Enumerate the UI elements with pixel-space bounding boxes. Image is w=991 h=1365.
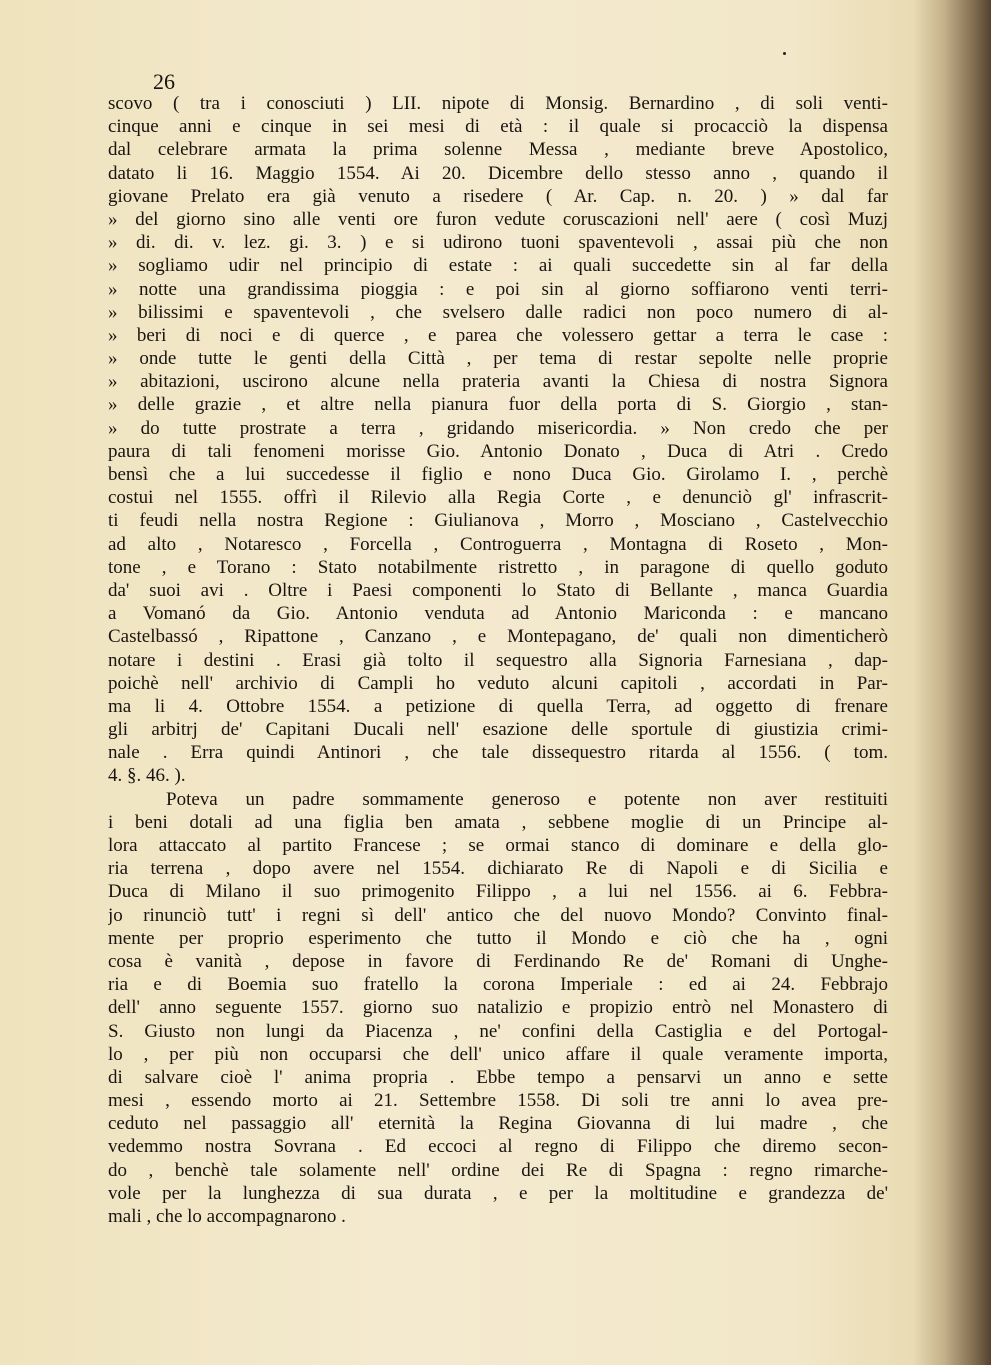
text-line: costui nel 1555. offrì il Rilevio alla Regia Corte , e denunciò gl' infrascrit- xyxy=(108,487,888,509)
text-line: cinque anni e cinque in sei mesi di età : il quale si procacciò la dispensa xyxy=(108,116,888,138)
text-line: » delle grazie , et altre nella pianura fuor della porta di S. Giorgio , stan- xyxy=(108,394,888,416)
text-line: » del giorno sino alle venti ore furon vedute coruscazioni nell' aere ( così Muzj xyxy=(108,208,888,230)
text-line: gli arbitrj de' Capitani Ducali nell' esazione delle sportule di giustizia crimi- xyxy=(108,719,888,741)
text-line: da' suoi avi . Oltre i Paesi componenti lo Stato di Bellante , manca Guardia xyxy=(108,579,888,601)
text-line: » di. di. v. lez. gi. 3. ) e si udirono tuoni spaventevoli , assai più che non xyxy=(108,232,888,254)
text-line: ad alto , Notaresco , Forcella , Controguerra , Montagna di Roseto , Mon- xyxy=(108,533,888,555)
text-line: datato li 16. Maggio 1554. Ai 20. Dicembre dello stesso anno , quando il xyxy=(108,162,888,184)
text-line: S. Giusto non lungi da Piacenza , ne' confini della Castiglia e del Portogal- xyxy=(108,1020,888,1042)
text-line: cosa è vanità , depose in favore di Ferdinando Re de' Romani di Unghe- xyxy=(108,950,888,972)
text-line: » abitazioni, uscirono alcune nella prateria avanti la Chiesa di nostra Signora xyxy=(108,371,888,393)
text-line: dal celebrare armata la prima solenne Messa , mediante breve Apostolico, xyxy=(108,139,888,161)
text-line: nale . Erra quindi Antinori , che tale dissequestro ritarda al 1556. ( tom. xyxy=(108,742,888,764)
text-line: giovane Prelato era già venuto a risedere ( Ar. Cap. n. 20. ) » dal far xyxy=(108,185,888,207)
text-line: Castelbassó , Ripattone , Canzano , e Montepagano, de' quali non dimenticherò xyxy=(108,626,888,648)
text-line: » notte una grandissima pioggia : e poi sin al giorno soffiarono venti terri- xyxy=(108,278,888,300)
text-line: lora attaccato al partito Francese ; se ormai stanco di dominare e della glo- xyxy=(108,835,888,856)
text-line: i beni dotali ad una figlia ben amata , sebbene moglie di un Principe al- xyxy=(108,811,888,833)
text-line: » do tutte prostrate a terra , gridando misericordia. » Non credo che per xyxy=(108,417,888,439)
text-line: paura di tali fenomeni morisse Gio. Antonio Donato , Duca di Atri . Credo xyxy=(108,440,888,462)
text-line: vole per la lunghezza di sua durata , e per la moltitudine e grandezza de' xyxy=(108,1182,888,1204)
text-line: » beri di noci e di querce , e parea che volessero gettar a terra le case : xyxy=(108,324,888,346)
text-line: jo rinunciò tutt' i regni sì dell' antico che del nuovo Mondo? Convinto final- xyxy=(108,904,888,926)
paragraph-start-line: Poteva un padre sommamente generoso e potente non aver restituiti xyxy=(166,788,888,810)
text-line: a Vomanó da Gio. Antonio venduta ad Antonio Mariconda : e mancano xyxy=(108,603,888,625)
text-line: dell' anno seguente 1557. giorno suo natalizio e propizio entrò nel Monastero di xyxy=(108,997,888,1019)
text-line: notare i destini . Erasi già tolto il sequestro alla Signoria Farnesiana , dap- xyxy=(108,649,888,671)
ink-speck xyxy=(783,52,786,55)
text-line: mesi , essendo morto ai 21. Settembre 1558. Di soli tre anni lo avea pre- xyxy=(108,1090,888,1112)
text-line: di salvare cioè l' anima propria . Ebbe tempo a pensarvi un anno e sette xyxy=(108,1066,888,1088)
text-line: Duca di Milano il suo primogenito Filippo , a lui nel 1556. ai 6. Febbra- xyxy=(108,881,888,903)
page-number: 26 xyxy=(153,69,175,94)
text-line: vedemmo nostra Sovrana . Ed eccoci al regno di Filippo che diremo secon- xyxy=(108,1136,888,1158)
text-line: scovo ( tra i conosciuti ) LII. nipote di Monsig. Bernardino , di soli venti- xyxy=(108,93,888,114)
text-line: bensì che a lui succedesse il figlio e nono Duca Gio. Girolamo I. , perchè xyxy=(108,464,888,485)
text-line: 4. §. 46. ). xyxy=(108,765,186,787)
text-line: ceduto nel passaggio all' eternità la Regina Giovanna di lui madre , che xyxy=(108,1113,888,1135)
text-line: ma li 4. Ottobre 1554. a petizione di quella Terra, ad oggetto di frenare xyxy=(108,695,888,717)
text-line: mali , che lo accompagnarono . xyxy=(108,1206,346,1227)
text-line: poichè nell' archivio di Campli ho veduto alcuni capitoli , accordati in Par- xyxy=(108,672,888,694)
text-line: tone , e Torano : Stato notabilmente ristretto , in paragone di quello goduto xyxy=(108,556,888,578)
text-line: ria e di Boemia suo fratello la corona Imperiale : ed ai 24. Febbrajo xyxy=(108,974,888,996)
text-line: lo , per più non occuparsi che dell' unico affare il quale veramente importa, xyxy=(108,1043,888,1065)
page-gutter-shadow xyxy=(913,0,991,1365)
text-line: do , benchè tale solamente nell' ordine dei Re di Spagna : regno rimarche- xyxy=(108,1159,888,1181)
text-line: » bilissimi e spaventevoli , che svelsero dalle radici non poco numero di al- xyxy=(108,301,888,323)
text-line: ria terrena , dopo avere nel 1554. dichiarato Re di Napoli e di Sicilia e xyxy=(108,858,888,880)
text-line: mente per proprio esperimento che tutto il Mondo e ciò che ha , ogni xyxy=(108,927,888,949)
text-line: » onde tutte le genti della Città , per tema di restar sepolte nelle proprie xyxy=(108,348,888,370)
body-text xyxy=(108,92,888,1228)
text-line: » sogliamo udir nel principio di estate : ai quali succedette sin al far della xyxy=(108,255,888,277)
text-line: ti feudi nella nostra Regione : Giulianova , Morro , Mosciano , Castelvecchio xyxy=(108,510,888,532)
